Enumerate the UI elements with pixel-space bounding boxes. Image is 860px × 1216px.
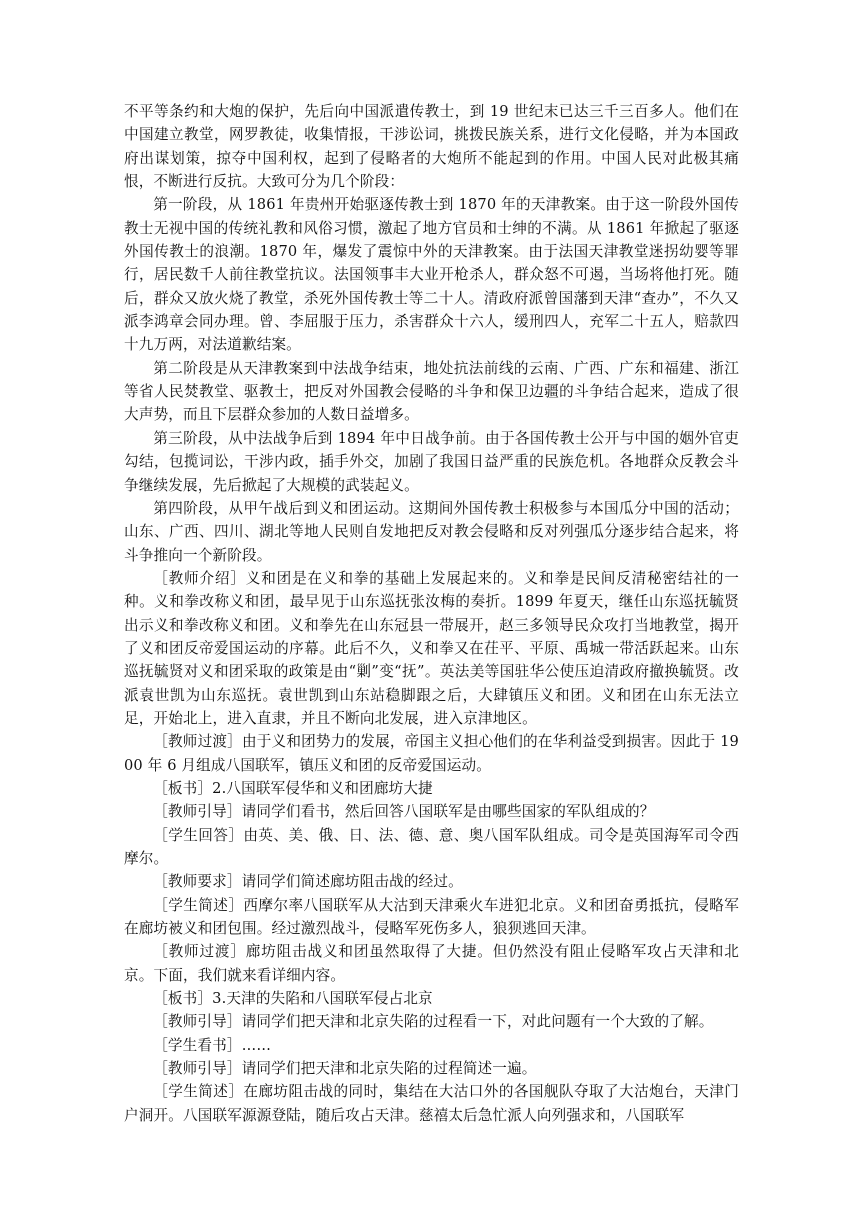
paragraph-teacher-guide-3: ［教师引导］请同学们把天津和北京失陷的过程简述一遍。 xyxy=(153,1060,537,1078)
paragraph-board-note-2: ［板书］2.八国联军侵华和义和团廊坊大捷 xyxy=(153,779,433,797)
paragraph-student-summary-1: ［学生简述］西摩尔率八国联军从大沽到天津乘火车进犯北京。义和团奋勇抵抗，侵略军在廊坊被义和团包围。经过激烈战斗，侵略军死伤多人，狼狈逃回天津。 xyxy=(124,896,739,938)
paragraph-teacher-transition: ［教师过渡］由于义和团势力的发展，帝国主义担心他们的在华利益受到损害。因此于 1900 年 6 月组成八国联军，镇压义和团的反帝爱国运动。 xyxy=(124,733,739,774)
paragraph-teacher-intro: ［教师介绍］义和团是在义和拳的基础上发展起来的。义和拳是民间反清秘密结社的一种。义和拳改称义和团，最早见于山东巡抚张汝梅的奏折。1899 年夏天，继任山东巡抚毓贤出示义和拳改称义和团。义和拳先在山东冠县一带展开，赵三多领导民众攻打当地教堂，揭开了义和团反帝爱国运动的序幕。此后不久，义和拳又在茌平、平原、禹城一带活跃起来。山东巡抚毓贤对义和团采取的政策是由“剿”变“抚”。英法美等国驻华公使压迫清政府撤换毓贤。改派袁世凯为山东巡抚。袁世凯到山东站稳脚跟之后，大肆镇压义和团。义和团在山东无法立足，开始北上，进入直隶，并且不断向北发展，进入京津地区。 xyxy=(124,569,739,727)
paragraph-intro: 不平等条约和大炮的保护，先后向中国派遣传教士，到 19 世纪末已达三千三百多人。他们在中国建立教堂，网罗教徒，收集情报，干涉讼词，挑拨民族关系，进行文化侵略，并为本国政府出谋划策，掠夺中国利权，起到了侵略者的大炮所不能起到的作用。中国人民对此极其痛恨，不断进行反抗。大致可分为几个阶段： xyxy=(124,103,739,191)
paragraph-teacher-request: ［教师要求］请同学们简述廊坊阻击战的经过。 xyxy=(153,873,463,891)
paragraph-stage-three: 第三阶段，从中法战争后到 1894 年中日战争前。由于各国传教士公开与中国的姻外官吏勾结，包揽词讼，干涉内政，插手外交，加剧了我国日益严重的民族危机。各地群众反教会斗争继续发展，先后掀起了大规模的武装起义。 xyxy=(124,429,739,494)
paragraph-teacher-transition-2: ［教师过渡］廊坊阻击战义和团虽然取得了大捷。但仍然没有阻止侵略军攻占天津和北京。下面，我们就来看详细内容。 xyxy=(124,943,739,984)
paragraph-stage-four: 第四阶段，从甲午战后到义和团运动。这期间外国传教士积极参与本国瓜分中国的活动；山东、广西、四川、湖北等地人民则自发地把反对教会侵略和反对列强瓜分逐步结合起来，将斗争推向一个新阶段。 xyxy=(124,499,739,564)
paragraph-student-summary-2: ［学生简述］在廊坊阻击战的同时，集结在大沽口外的各国舰队夺取了大沽炮台，天津门户洞开。八国联军源源登陆，随后攻占天津。慈禧太后急忙派人向列强求和，八国联军 xyxy=(124,1083,739,1124)
paragraph-teacher-guide-2: ［教师引导］请同学们把天津和北京失陷的过程看一下，对此问题有一个大致的了解。 xyxy=(153,1013,714,1031)
paragraph-student-answer: ［学生回答］由英、美、俄、日、法、德、意、奥八国军队组成。司令是英国海军司令西摩尔。 xyxy=(124,826,739,867)
paragraph-teacher-guide-1: ［教师引导］请同学们看书，然后回答八国联军是由哪些国家的军队组成的？ xyxy=(153,803,655,821)
paragraph-board-note-3: ［板书］3.天津的失陷和八国联军侵占北京 xyxy=(153,990,433,1008)
paragraph-student-reading: ［学生看书］…… xyxy=(153,1036,272,1054)
paragraph-stage-two: 第二阶段是从天津教案到中法战争结束，地处抗法前线的云南、广西、广东和福建、浙江等省人民焚教堂、驱教士，把反对外国教会侵略的斗争和保卫边疆的斗争结合起来，造成了很大声势，而且下层群众参加的人数日益增多。 xyxy=(124,359,739,424)
document-page xyxy=(124,100,739,1127)
paragraph-stage-one: 第一阶段，从 1861 年贵州开始驱逐传教士到 1870 年的天津教案。由于这一阶段外国传教士无视中国的传统礼教和风俗习惯，激起了地方官员和士绅的不满。从 1861 年掀起了驱逐外国传教士的浪潮。1870 年，爆发了震惊中外的天津教案。由于法国天津教堂迷拐幼婴等罪行，居民数千人前往教堂抗议。法国领事丰大业开枪杀人，群众怒不可遏，当场将他打死。随后，群众又放火烧了教堂，杀死外国传教士等二十人。清政府派曾国藩到天津“查办”，不久又派李鸿章会同办理。曾、李屈服于压力，杀害群众十六人，缓刑四人，充军二十五人，赔款四十九万两，对法道歉结案。 xyxy=(124,196,739,354)
